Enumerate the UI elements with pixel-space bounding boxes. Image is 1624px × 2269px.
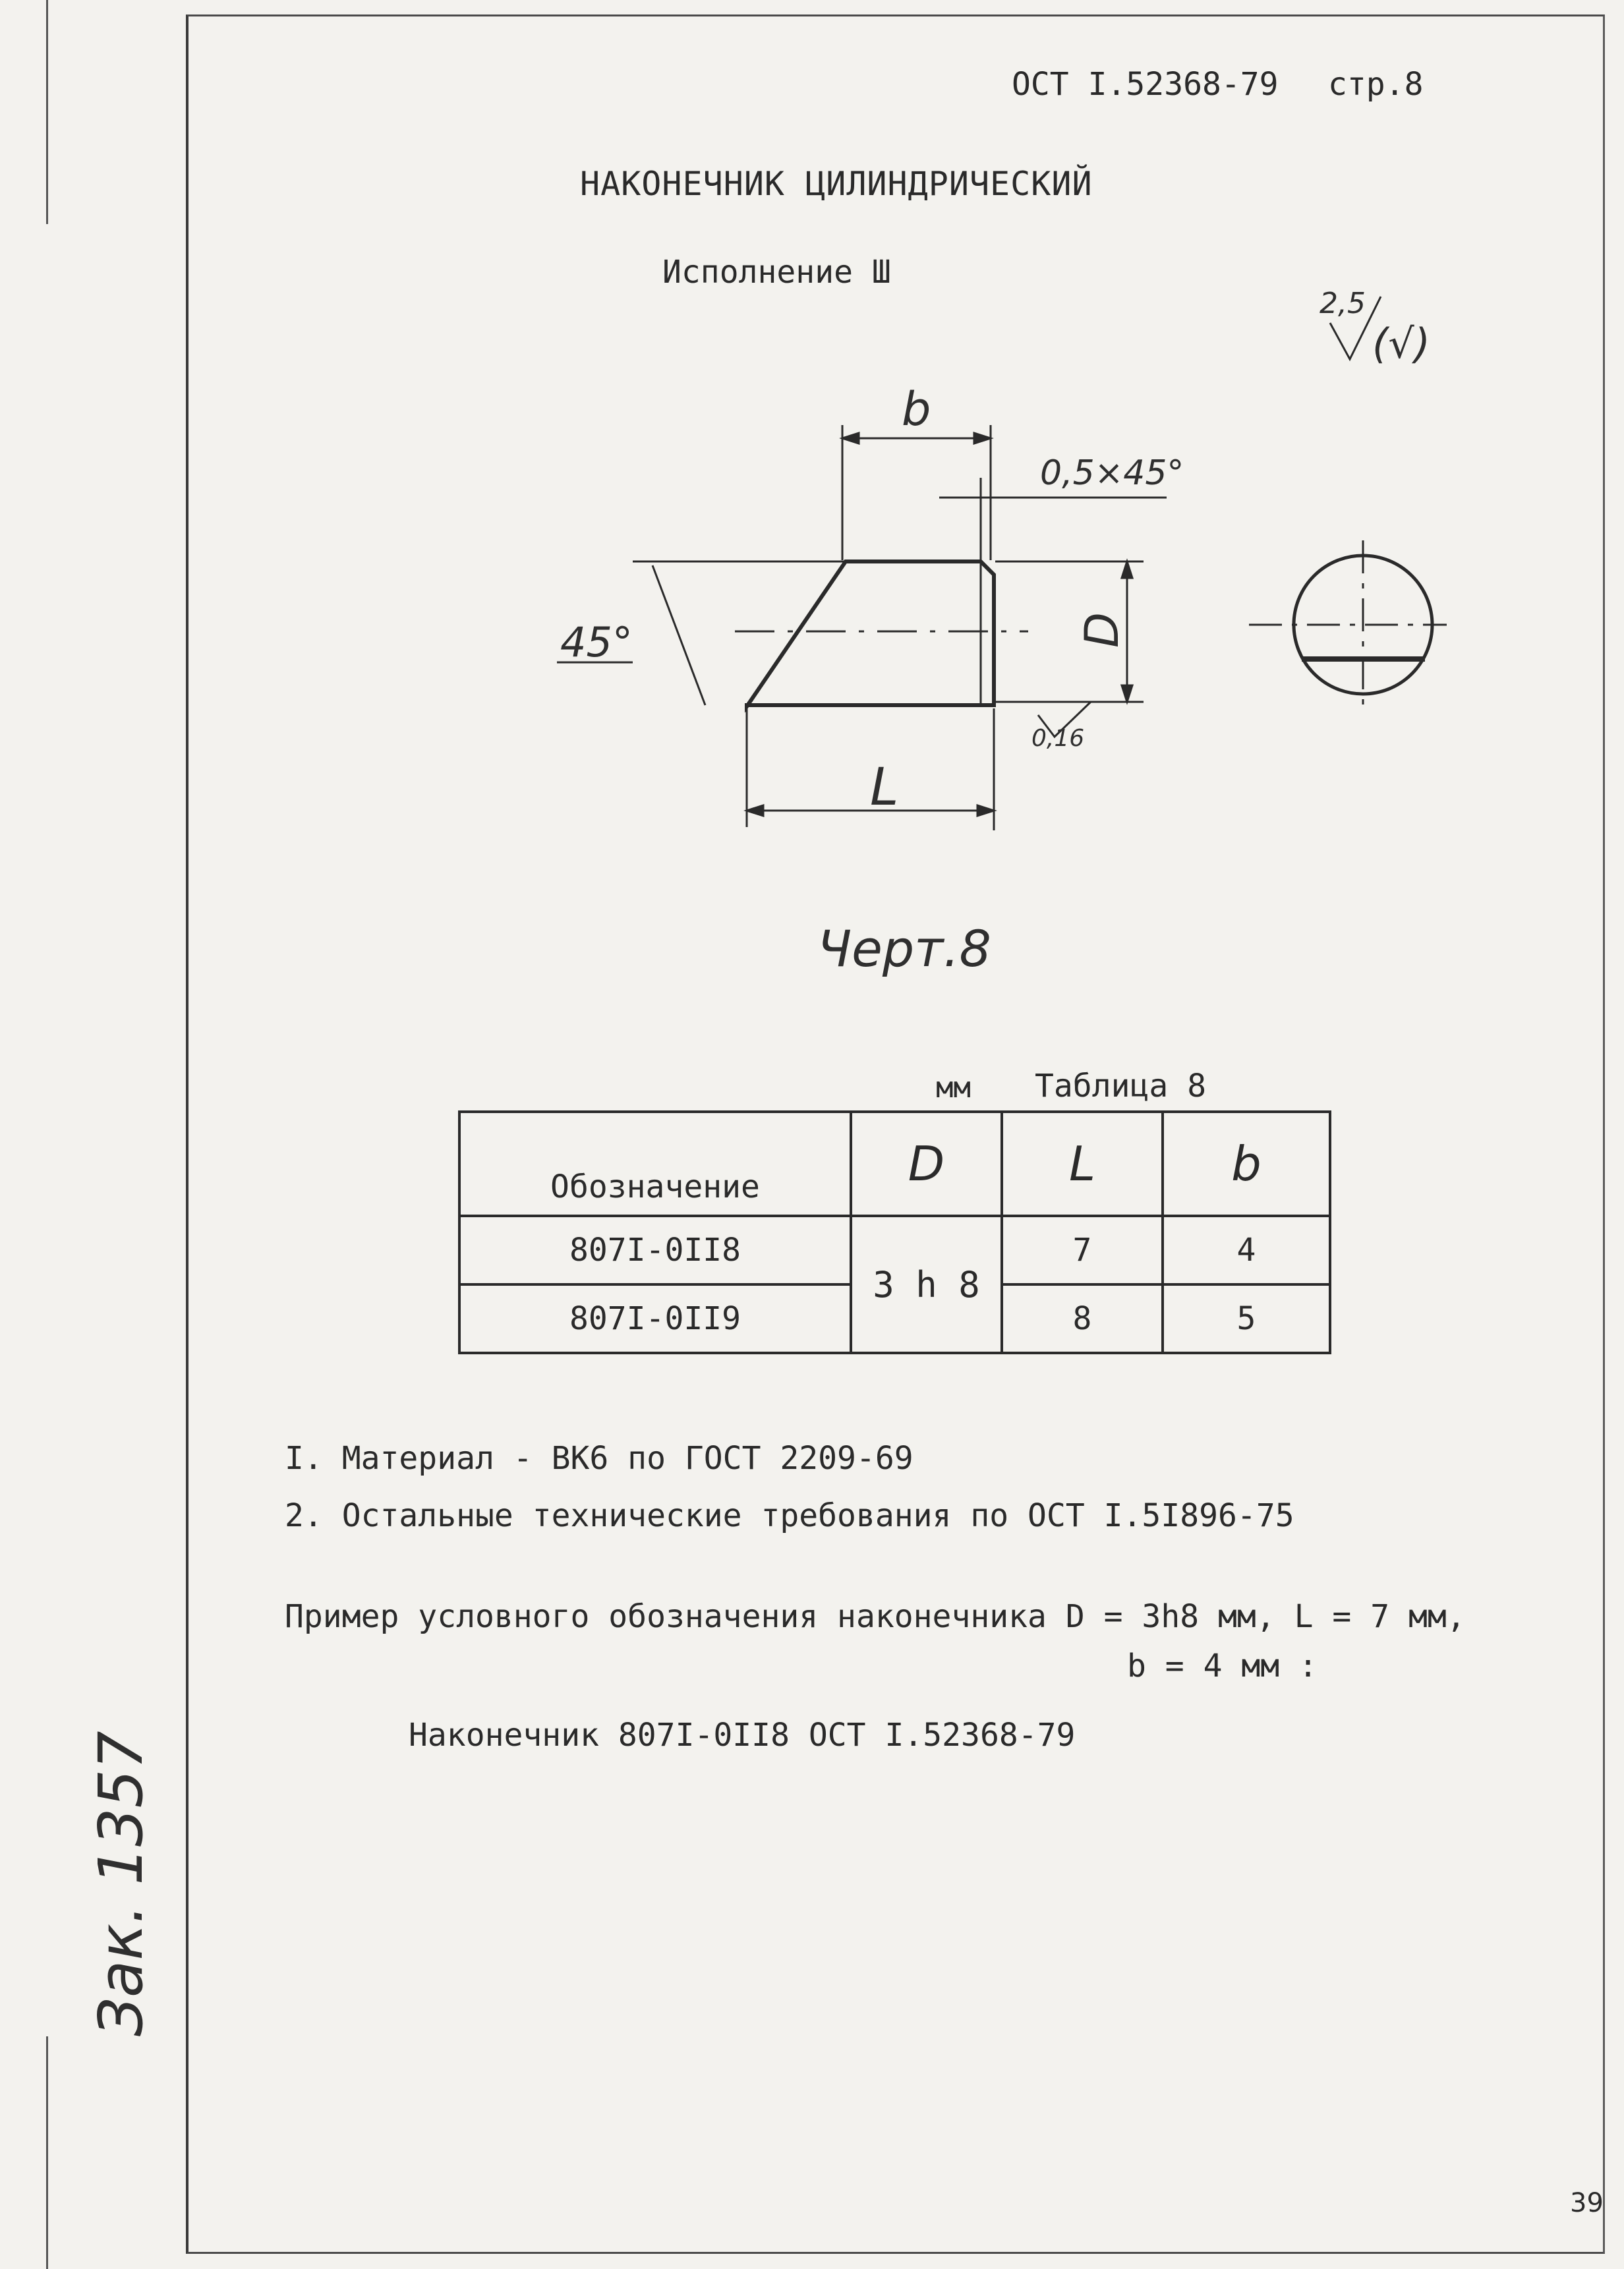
dim-b-arrow-right <box>974 433 991 444</box>
row-b: 5 <box>1163 1284 1330 1353</box>
example-line-2: b = 4 мм : <box>1127 1648 1318 1684</box>
row-b: 4 <box>1163 1216 1330 1284</box>
roughness-main-label: 2,5 <box>1320 287 1366 320</box>
header-l: L <box>1002 1112 1163 1216</box>
dim-chamfer-label: 0,5×45° <box>1040 453 1184 493</box>
page-subtitle: Исполнение Ш <box>662 254 891 291</box>
dim-d-arrow-top <box>1122 561 1132 578</box>
note-material: I. Материал - ВК6 по ГОСТ 2209-69 <box>285 1440 914 1477</box>
side-note: Зак. 1357 <box>86 1731 156 2036</box>
page-number: 39 <box>1570 2188 1604 2218</box>
margin-line-bottom <box>46 2036 48 2269</box>
example-designation: Наконечник 807I-0II8 ОСТ I.52368-79 <box>409 1717 1076 1754</box>
row-designation: 807I-0II9 <box>459 1284 851 1353</box>
table-row <box>459 1216 1330 1284</box>
dim-angle-arc <box>652 565 705 705</box>
header-d: D <box>851 1112 1002 1216</box>
drawing-caption: Черт.8 <box>817 919 991 978</box>
row-designation: 807I-0II8 <box>459 1216 851 1284</box>
part-outline <box>747 561 994 706</box>
row-d-value: 3 h 8 <box>851 1216 1002 1353</box>
row-l: 8 <box>1002 1284 1163 1353</box>
example-line-1: Пример условного обозначения наконечника D = 3h8 мм, L = 7 мм, <box>285 1598 1466 1635</box>
technical-drawing <box>0 0 1624 923</box>
header-designation: Обозначение <box>459 1112 851 1216</box>
dim-l-arrow-left <box>747 805 763 816</box>
page-title: НАКОНЕЧНИК ЦИЛИНДРИЧЕСКИЙ <box>580 165 1093 203</box>
dim-d-label: D <box>1074 612 1129 648</box>
header-b: b <box>1163 1112 1330 1216</box>
dim-l-arrow-right <box>977 805 994 816</box>
table-header-row <box>459 1112 1330 1216</box>
table-units: мм <box>936 1071 971 1105</box>
table-caption: Таблица 8 <box>1035 1068 1207 1105</box>
note-requirements: 2. Остальные технические требования по ОСТ I.5I896-75 <box>285 1497 1294 1534</box>
roughness-other-label: (√) <box>1372 320 1430 368</box>
tip-roughness-label: 0,16 <box>1031 725 1085 752</box>
spec-table <box>458 1110 1331 1354</box>
dim-angle-label: 45° <box>560 618 633 666</box>
dim-d-arrow-bottom <box>1122 685 1132 702</box>
dim-b-arrow-left <box>842 433 859 444</box>
dim-l-label: L <box>870 758 899 817</box>
header-standard: ОСТ I.52368-79 <box>1012 66 1279 103</box>
dim-b-label: b <box>902 382 931 436</box>
header-page: стр.8 <box>1328 66 1424 103</box>
row-l: 7 <box>1002 1216 1163 1284</box>
